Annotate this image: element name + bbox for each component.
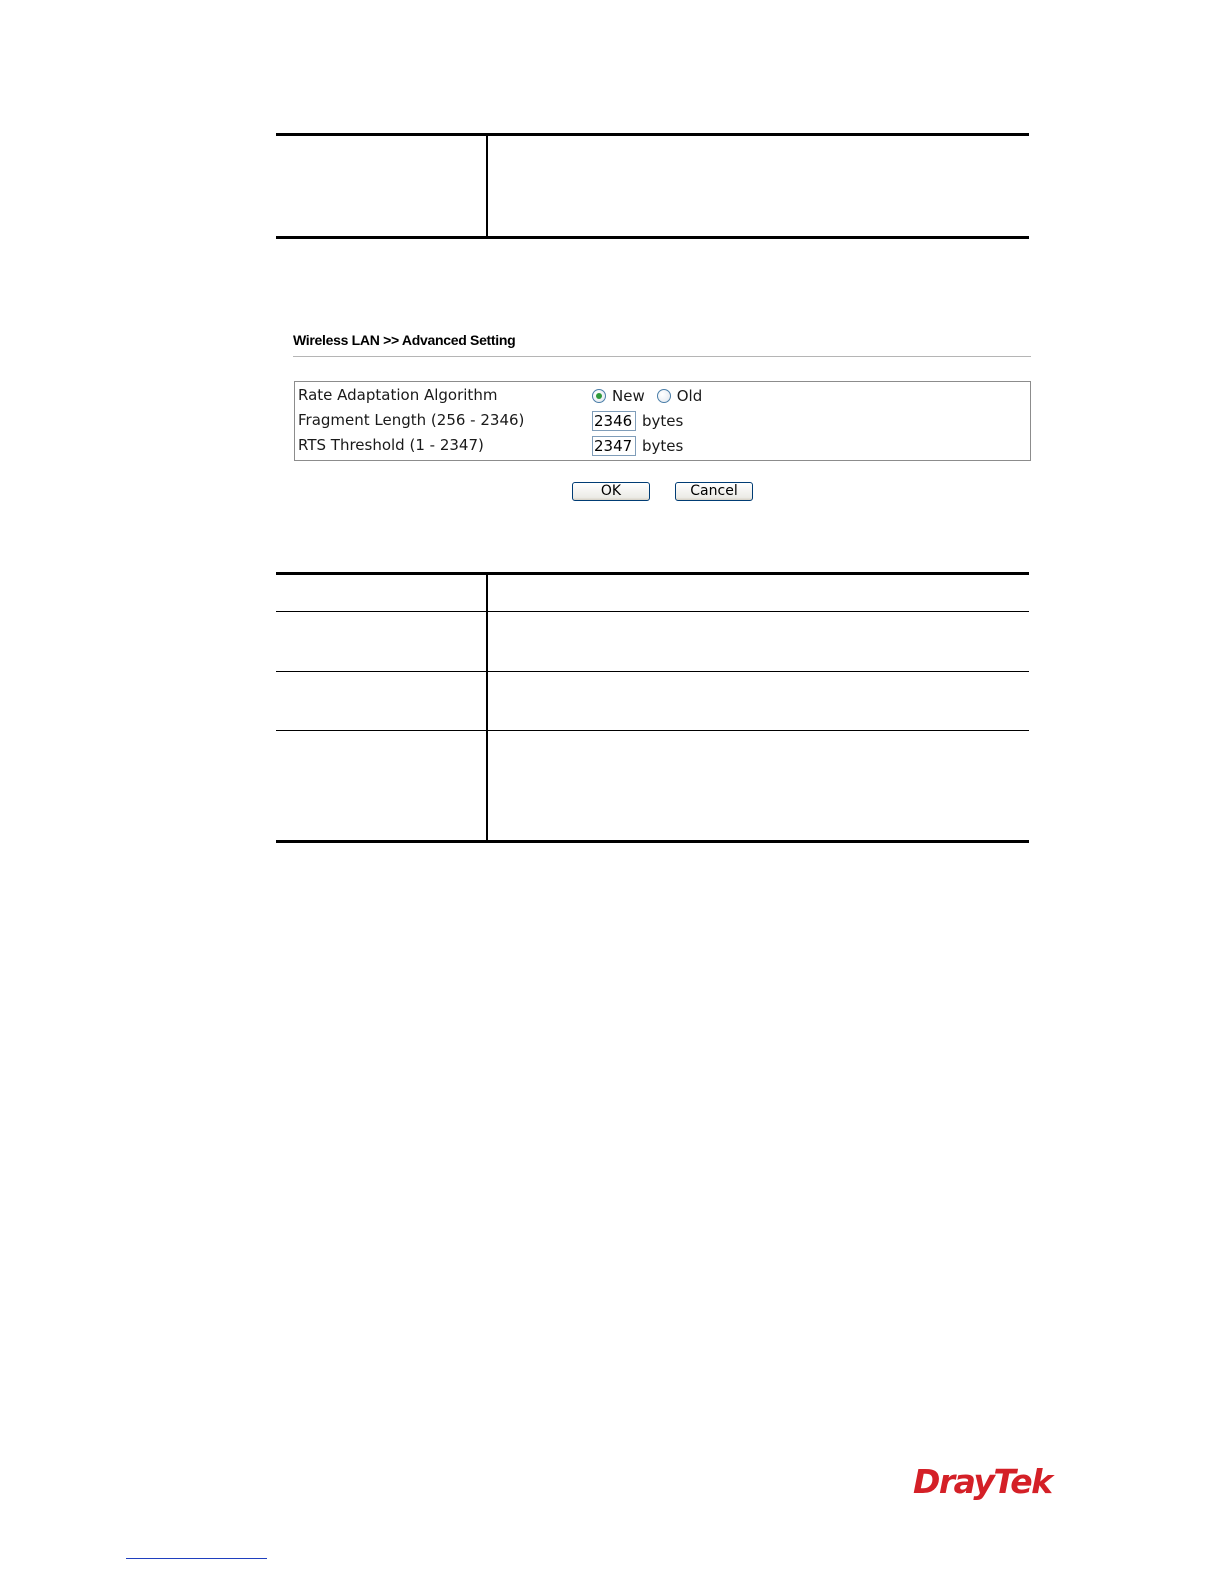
table-row-divider [276, 730, 1029, 731]
radio-old[interactable] [657, 389, 671, 403]
table-divider [486, 575, 488, 840]
top-table [276, 133, 1029, 239]
rts-threshold-label: RTS Threshold (1 - 2347) [298, 436, 484, 454]
table-row-divider [276, 611, 1029, 612]
title-divider [293, 356, 1031, 357]
page-title: Wireless LAN >> Advanced Setting [293, 332, 516, 348]
fragment-length-label: Fragment Length (256 - 2346) [298, 411, 525, 429]
rate-adaptation-row [295, 384, 1030, 408]
table-divider [486, 136, 488, 236]
radio-selected-dot [596, 393, 602, 399]
fragment-length-input[interactable]: 2346 [592, 411, 636, 431]
footer-link-underline[interactable] [126, 1558, 267, 1559]
radio-old-label: Old [676, 387, 703, 405]
bottom-table [276, 572, 1029, 843]
rts-threshold-row [295, 434, 1030, 458]
advanced-settings-panel [294, 381, 1031, 461]
fragment-length-unit: bytes [642, 412, 684, 430]
rate-adaptation-label: Rate Adaptation Algorithm [298, 386, 498, 404]
radio-new-label: New [612, 387, 645, 405]
ok-button[interactable]: OK [572, 482, 650, 501]
table-row-divider [276, 671, 1029, 672]
radio-new[interactable] [592, 389, 606, 403]
rts-threshold-input[interactable]: 2347 [592, 436, 636, 456]
rts-threshold-unit: bytes [642, 437, 684, 455]
fragment-length-row [295, 409, 1030, 433]
cancel-button[interactable]: Cancel [675, 482, 753, 501]
draytek-logo: DrayTek [913, 1462, 1052, 1501]
